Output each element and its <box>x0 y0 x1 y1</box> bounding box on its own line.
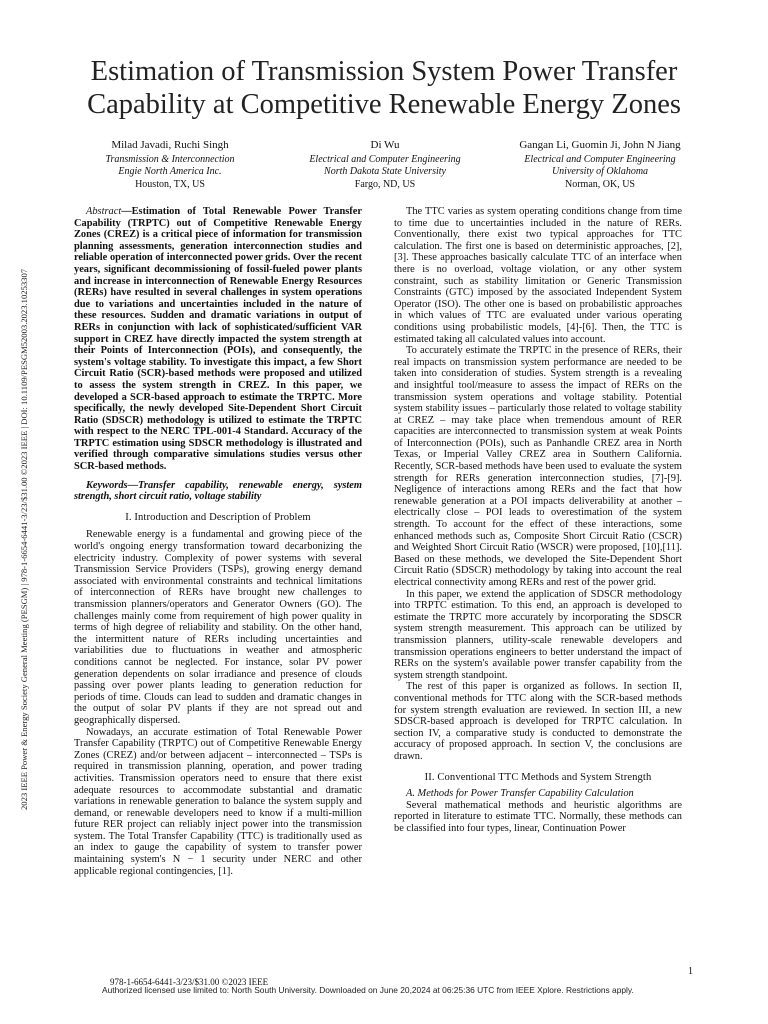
author-names: Milad Javadi, Ruchi Singh <box>111 139 229 151</box>
author-affiliation: Electrical and Computer Engineering <box>524 153 676 165</box>
section-heading-2: II. Conventional TTC Methods and System Strength <box>424 771 652 783</box>
author-affiliation: Electrical and Computer Engineering <box>309 153 461 165</box>
authorized-use-notice: Authorized licensed use limited to: North South University. Downloaded on June 20,2024 at 06:25:36 UTC from IEEE Xplore. Restrictions apply. <box>102 985 634 995</box>
section-heading-1: I. Introduction and Description of Problem <box>125 511 311 523</box>
paragraph: The rest of this paper is organized as follows. In section II, conventional methods for TTC along with the SCR-based methods for system strength evaluation are reviewed. In section III, a new SDSCR-based approach is developed for TRPTC calculation. In section IV, a comparative study is conducted to demonstrate the accuracy of proposed approach. In section V, the conclusions are drawn. <box>394 681 682 762</box>
page-number: 1 <box>688 966 693 977</box>
title-line-1: Estimation of Transmission System Power Transfer <box>90 56 678 87</box>
title-line-2: Capability at Competitive Renewable Energy Zones <box>87 89 681 120</box>
author-affiliation: University of Oklahoma <box>551 166 649 177</box>
abstract <box>74 206 362 473</box>
author-affiliation: North Dakota State University <box>324 166 446 177</box>
side-doi-note: 2023 IEEE Power & Energy Society General Meeting (PESGM) | 978-1-6654-6441-3/23/$31.00 ©2023 IEEE | DOI: 10.1109/PESGM52003.2023.10253307 <box>19 268 29 810</box>
author-names: Gangan Li, Guomin Ji, John N Jiang <box>519 139 681 151</box>
author-affiliation: Engie North America Inc. <box>118 166 222 177</box>
author-location: Houston, TX, US <box>135 178 205 190</box>
author-location: Fargo, ND, US <box>354 178 416 190</box>
author-block-2 <box>275 139 495 191</box>
author-block-3 <box>490 139 710 191</box>
paragraph: To accurately estimate the TRPTC in the presence of RERs, their real impacts on transmission system performance are needed to be taken into consideration of studies. System strength is a revealing and insightful tool/measure to assess the impact of RERs on the transmission system operations and voltage stability. Potential system stability issues – particularly those related to voltage stability at CREZ – may take place when tremendous amount of RER capacities are interconnected to transmission system at weak Points of Interconnection (POIs), such as Panhandle CREZ area in North Texas, or Imperial Valley CREZ area in Southern California. Recently, SCR-based methods have been used to evaluate the system strength for RERs generation interconnection studies, [7]-[9]. Negligence of interactions among RERs and the fact that how renewable generation at a POI impacts deliverability at another – electrically close – POI leads to overestimation of the system strength. To account for the effect of these interactions, some enhanced methods such as, Composite Short Circuit Ratio (CSCR) and Weighted Short Circuit Ratio (WSCR) were proposed, [10],[11]. Based on these methods, we developed the Site-Dependent Short Circuit Ratio (SDSCR) methodology by taking into account the real electrical connectivity among RERs and rest of the power grid. <box>394 345 682 588</box>
author-location: Norman, OK, US <box>565 178 635 190</box>
author-affiliation: Transmission & Interconnection <box>105 153 235 165</box>
left-column <box>74 206 362 877</box>
right-column <box>394 206 682 834</box>
author-block-1 <box>62 139 278 191</box>
abstract-text: —Estimation of Total Renewable Power Transfer Capability (TRPTC) out of Competitive Renewable Energy Zones (CREZ) is a critical piece of information for transmission planning assessments, generation interconnection studies and reliable operation of interconnected power grids. Over the recent years, significant decommissioning of fossil-fueled power plants and increase in interconnection of Renewable Energy Resources (RERs) have resulted in several challenges in system operations due to variations and uncertainties included in the nature of these resources. Sudden and dramatic variations in output of RERs in conjunction with lack of sophisticated/sufficient VAR support in CREZ have directly impacted the system strength at their Points of Interconnection (POIs), and consequently, the system's voltage stability. To investigate this impact, a few Short Circuit Ratio (SCR)-based methods were proposed and utilized to assess the system strength in CREZ. In this paper, we developed a SCR-based approach to estimate the TRPTC. More specifically, the newly developed Site-Dependent Short Circuit Ratio (SDSCR) methodology is utilized to estimate the TRPTC with respect to the NERC TPL-001-4 Standard. Accuracy of the TRPTC estimation using SDSCR methodology is illustrated and verified through comparative simulations studies versus other SCR-based methods. <box>74 206 362 473</box>
paragraph: Several mathematical methods and heuristic algorithms are reported in literature to estimate TTC. Normally, these methods can be classified into four types, linear, Continuation Power <box>394 799 682 834</box>
paragraph: In this paper, we extend the application of SDSCR methodology into TRPTC estimation. To this end, an approach is developed to estimate the TRPTC more accurately by incorporating the SDSCR system strength measurement. This approach can be utilized by transmission planners, utility-scale renewable developers and transmission operations engineers to better understand the impact of RERs on the system's available power transfer capability from the system strength standpoint. <box>394 588 682 681</box>
subsection-heading-a: A. Methods for Power Transfer Capability Calculation <box>406 788 634 800</box>
paragraph: Renewable energy is a fundamental and growing piece of the world's ongoing energy transformation toward decarbonizing the electricity industry. Complexity of power systems with several Transmission Service Providers (TSPs), growing energy demand associated with environmental constraints and technical limitations of interconnection of RERs have brought new challenges to transmission planners/operators and Generator Owners (GO). The challenges mainly come from requirement of high power quality in terms of high degree of reliability and stability. On the other hand, the intermittent nature of RERs including uncertainties and variabilities due to fluctuations in weather and atmospheric conditions cannot be neglected. For instance, solar PV power generation dependents on solar irradiance and presence of clouds passing over power plants leading to generation reduction for periods of time. Clouds can lead to sudden and dramatic changes in the output of solar PV plants if they are not spread out and geographically dispersed. <box>74 529 362 726</box>
paragraph: The TTC varies as system operating conditions change from time to time due to uncertainties included in the nature of RERs. Conventionally, there exist two typical approaches for TTC calculation. The first one is based on deterministic approaches, [2],[3]. These approaches basically calculate TTC of an interface when there is no overload, voltage violation, or any other system constraint, such as stability limitation or Generic Transmission Constraints (GTC) imposed by the associated Independent System Operator (ISO). The other one is based on probabilistic approaches in which values of TTC are evaluated under various operating conditions using probabilistic models, [4]-[6]. Then, the TTC is estimated taking all calculated values into account. <box>394 206 682 345</box>
copyright-line: 978-1-6654-6441-3/23/$31.00 ©2023 IEEE <box>110 977 269 987</box>
author-names: Di Wu <box>370 139 400 151</box>
keywords: Keywords—Transfer capability, renewable energy, system strength, short circuit ratio, voltage stability <box>74 479 362 503</box>
abstract-label: Abstract <box>86 206 122 217</box>
paper-title <box>40 55 728 121</box>
paragraph: Nowadays, an accurate estimation of Total Renewable Power Transfer Capability (TRPTC) out of Competitive Renewable Energy Zones (CREZ) and/or between adjacent – interconnected – TSPs is required in transmission planning, operation, and power trading activities. Transmission operators need to ensure that there exist adequate resources to accommodate substantial and dramatic variations in renewable generation to balance the system supply and demand, or renewable developers need to know if a multi-million future RER project can reliably inject power into the transmission system. The Total Transfer Capability (TTC) is traditionally used as an index to gauge the capability of system to transfer power maintaining system's N − 1 security under NERC and other applicable regional contingencies, [1]. <box>74 726 362 877</box>
